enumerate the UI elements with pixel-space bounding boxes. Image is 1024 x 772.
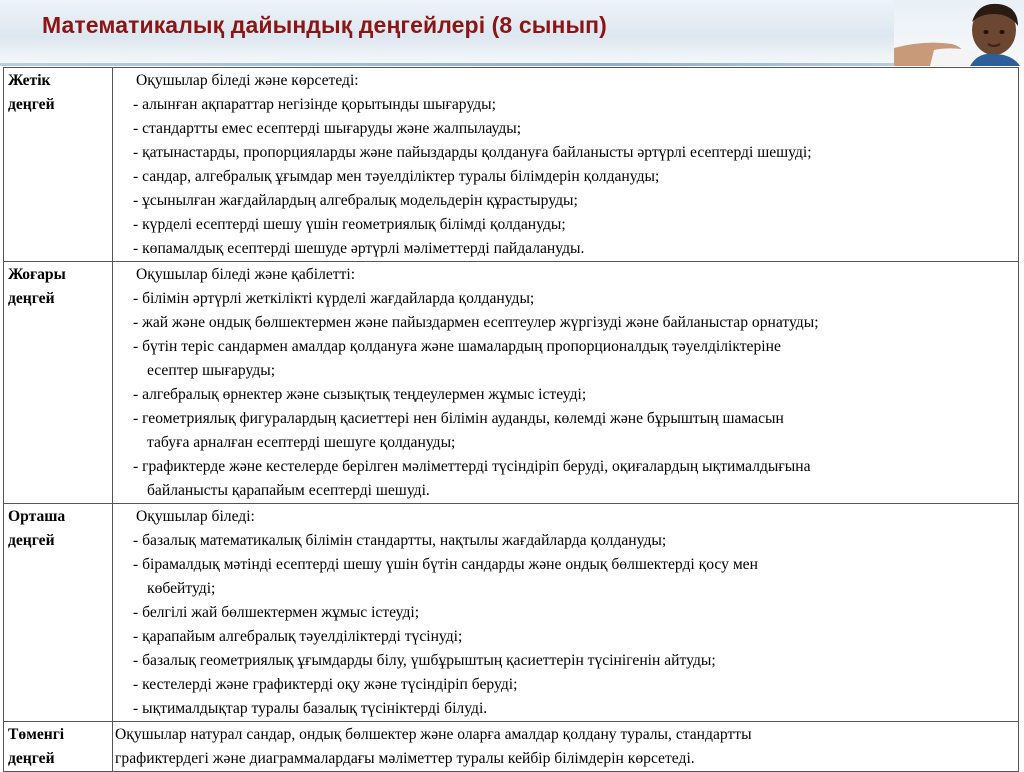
level-name-line: Жетік bbox=[8, 72, 51, 89]
list-item-text: - жай және ондық бөлшектермен және пайыздармен есептеулер жүргізуді және байланыстар орнатуды; bbox=[133, 314, 819, 331]
list-item-text: - геометриялық фигуралардың қасиеттері нен білімін ауданды, көлемді және бұрыштың шамасын bbox=[133, 410, 784, 427]
list-item-text: - бүтін теріс сандармен амалдар қолдануға және шамалардың пропорционалдық тәуелділіктеріне bbox=[133, 338, 781, 355]
list-item-text: көбейтуді; bbox=[147, 580, 216, 597]
list-item-text: - базалық геометриялық ұғымдарды білу, үшбұрыштың қасиеттерін түсінігенін айтуды; bbox=[133, 652, 716, 669]
list-item bbox=[123, 213, 1018, 237]
list-item-text: есептер шығаруды; bbox=[147, 362, 276, 379]
list-item bbox=[123, 649, 1018, 673]
level-intro: Оқушылар біледі: bbox=[136, 508, 255, 525]
level-description-cell bbox=[113, 262, 1019, 504]
level-name-line: деңгей bbox=[8, 290, 55, 307]
list-item bbox=[123, 529, 1018, 553]
list-item bbox=[123, 407, 1018, 455]
table-row bbox=[4, 68, 1019, 262]
level-text-line: Оқушылар натурал сандар, ондық бөлшектер және оларға амалдар қолдану туралы, стандартты bbox=[115, 726, 752, 743]
level-name-line: деңгей bbox=[8, 750, 55, 767]
list-item bbox=[123, 117, 1018, 141]
level-name-cell bbox=[4, 68, 113, 262]
list-item bbox=[123, 165, 1018, 189]
list-item-text: табуға арналған есептерді шешуге қолдануды; bbox=[147, 434, 456, 451]
list-item-text: - күрделі есептерді шешу үшін геометриялық білімді қолдануды; bbox=[133, 216, 566, 233]
list-item-text: - сандар, алгебралық ұғымдар мен тәуелділіктер туралы білімдерін қолдануды; bbox=[133, 168, 660, 185]
level-text-line: графиктердегі және диаграммалардағы мәліметтер туралы кейбір білімдерін көрсетеді. bbox=[115, 750, 695, 767]
levels-table bbox=[3, 67, 1019, 772]
list-item-text: - білімін әртүрлі жеткілікті күрделі жағдайларда қолдануды; bbox=[133, 290, 535, 307]
list-item-text: байланысты қарапайым есептерді шешуді. bbox=[147, 482, 430, 499]
list-item-text: - алынған ақпараттар негізінде қорытынды шығаруды; bbox=[133, 96, 496, 113]
list-item bbox=[123, 673, 1018, 697]
level-name-line: Жоғары bbox=[8, 266, 66, 283]
level-description-cell bbox=[113, 68, 1019, 262]
level-description-cell bbox=[113, 722, 1019, 772]
list-item-text: - стандартты емес есептерді шығаруды және жалпылауды; bbox=[133, 120, 522, 137]
list-item-text: - көпамалдық есептерді шешуде әртүрлі мәліметтерді пайдалануды. bbox=[133, 240, 585, 257]
table-row bbox=[4, 262, 1019, 504]
list-item-text: - ұсынылған жағдайлардың алгебралық модельдерін құрастыруды; bbox=[133, 192, 578, 209]
list-item-text: - базалық математикалық білімін стандартты, нақтылы жағдайларда қолдануды; bbox=[133, 532, 667, 549]
list-item-text: - белгілі жай бөлшектермен жұмыс істеуді; bbox=[133, 604, 420, 621]
level-name-line: деңгей bbox=[8, 532, 55, 549]
level-name-line: Төменгі bbox=[8, 726, 65, 743]
list-item-text: - кестелерді және графиктерді оқу және түсіндіріп беруді; bbox=[133, 676, 518, 693]
level-name-line: Орташа bbox=[8, 508, 66, 525]
list-item-text: - ықтималдықтар туралы базалық түсініктерді білуді. bbox=[133, 700, 488, 717]
list-item bbox=[123, 93, 1018, 117]
list-item-text: - бірамалдық мәтінді есептерді шешу үшін бүтін сандарды және ондық бөлшектерді қосу мен bbox=[133, 556, 758, 573]
slide-title: Математикалық дайындық деңгейлері (8 сынып) bbox=[42, 12, 607, 38]
list-item-text: - алгебралық өрнектер және сызықтық теңдеулермен жұмыс істеуді; bbox=[133, 386, 587, 403]
list-item bbox=[123, 455, 1018, 503]
list-item bbox=[123, 697, 1018, 721]
level-intro: Оқушылар біледі және көрсетеді: bbox=[136, 72, 359, 89]
list-item-text: - қарапайым алгебралық тәуелділіктерді түсінуді; bbox=[133, 628, 463, 645]
list-item bbox=[123, 311, 1018, 335]
list-item bbox=[123, 335, 1018, 383]
list-item bbox=[123, 189, 1018, 213]
level-name-line: деңгей bbox=[8, 96, 55, 113]
level-name-cell bbox=[4, 504, 113, 722]
list-item bbox=[123, 287, 1018, 311]
level-name-cell bbox=[4, 722, 113, 772]
level-intro: Оқушылар біледі және қабілетті: bbox=[136, 266, 356, 283]
table-row bbox=[4, 722, 1019, 772]
header-photo bbox=[894, 0, 1024, 66]
list-item bbox=[123, 553, 1018, 601]
table-row bbox=[4, 504, 1019, 722]
list-item bbox=[123, 625, 1018, 649]
list-item bbox=[123, 141, 1018, 165]
list-item bbox=[123, 601, 1018, 625]
list-item bbox=[123, 237, 1018, 261]
level-name-cell bbox=[4, 262, 113, 504]
list-item-text: - графиктерде және кестелерде берілген мәліметтерді түсіндіріп беруді, оқиғалардың ықтималдығына bbox=[133, 458, 811, 475]
level-description-cell bbox=[113, 504, 1019, 722]
list-item-text: - қатынастарды, пропорцияларды және пайыздарды қолдануға байланысты әртүрлі есептерді шешуді; bbox=[133, 144, 812, 161]
list-item bbox=[123, 383, 1018, 407]
